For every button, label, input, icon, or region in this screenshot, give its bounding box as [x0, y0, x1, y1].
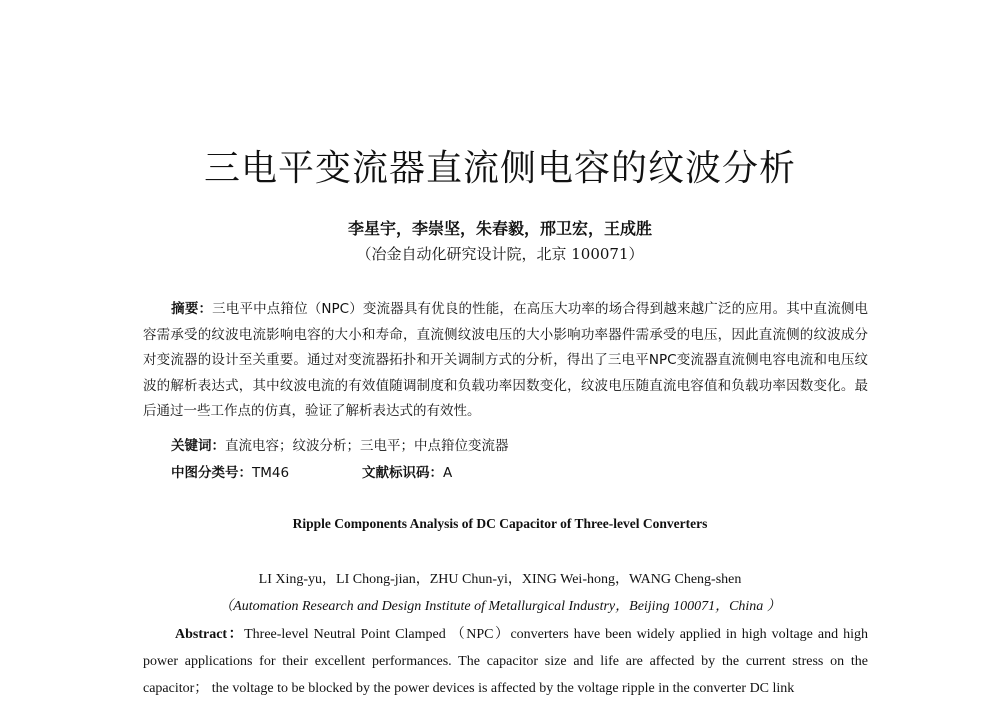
- abstract-label: 摘要：: [171, 301, 213, 317]
- abstract-english: [143, 621, 868, 702]
- english-title: Ripple Components Analysis of DC Capacitor of Three-level Converters: [292, 516, 708, 531]
- english-affiliation: （Automation Research and Design Institute of Metallurgical Industry，Beijing 100071，China ）: [219, 599, 781, 614]
- abstract-chinese: [143, 297, 868, 425]
- classification-value: TM46: [252, 465, 290, 481]
- classification-line: [171, 461, 289, 481]
- affiliation: （冶金自动化研究设计院，北京 100071）: [356, 245, 644, 263]
- keywords-text: 直流电容；纹波分析；三电平；中点箝位变流器: [225, 438, 509, 454]
- paper-title: 三电平变流器直流侧电容的纹波分析: [203, 148, 796, 189]
- english-abstract-label: Abstract：: [175, 627, 245, 642]
- author-list: 李星宇，李崇坚，朱春毅，邢卫宏，王成胜: [347, 219, 652, 238]
- doc-code-value: A: [443, 465, 453, 481]
- classification-label: 中图分类号：: [171, 465, 252, 481]
- doc-code-label: 文献标识码：: [362, 465, 443, 481]
- english-authors: LI Xing-yu，LI Chong-jian，ZHU Chun-yi，XING Wei-hong，WANG Cheng-shen: [258, 572, 742, 587]
- abstract-text: 三电平中点箝位（NPC）变流器具有优良的性能，在高压大功率的场合得到越来越广泛的应用。其中直流侧电容需承受的纹波电流影响电容的大小和寿命，直流侧纹波电压的大小影响功率器件需承受的电压，因此直流侧的纹波成分对变流器的设计至关重要。通过对变流器拓扑和开关调制方式的分析，得出了三电平NPC变流器直流侧电容电流和电压纹波的解析表达式，其中纹波电流的有效值随调制度和负载功率因数变化，纹波电压随直流电容值和负载功率因数变化。最后通过一些工作点的仿真，验证了解析表达式的有效性。: [143, 301, 869, 419]
- doc-code-line: [362, 461, 452, 481]
- english-abstract-text: Three-level Neutral Point Clamped （NPC）converters have been widely applied in high voltage and high power applications for their excellent performances. The capacitor size and life are affected by the current stress on the capacitor； the voltage to be blocked by the power devices is affected by the voltage ripple in the converter DC link: [143, 627, 868, 696]
- keywords-label: 关键词：: [171, 438, 225, 454]
- keywords-line: [171, 434, 509, 454]
